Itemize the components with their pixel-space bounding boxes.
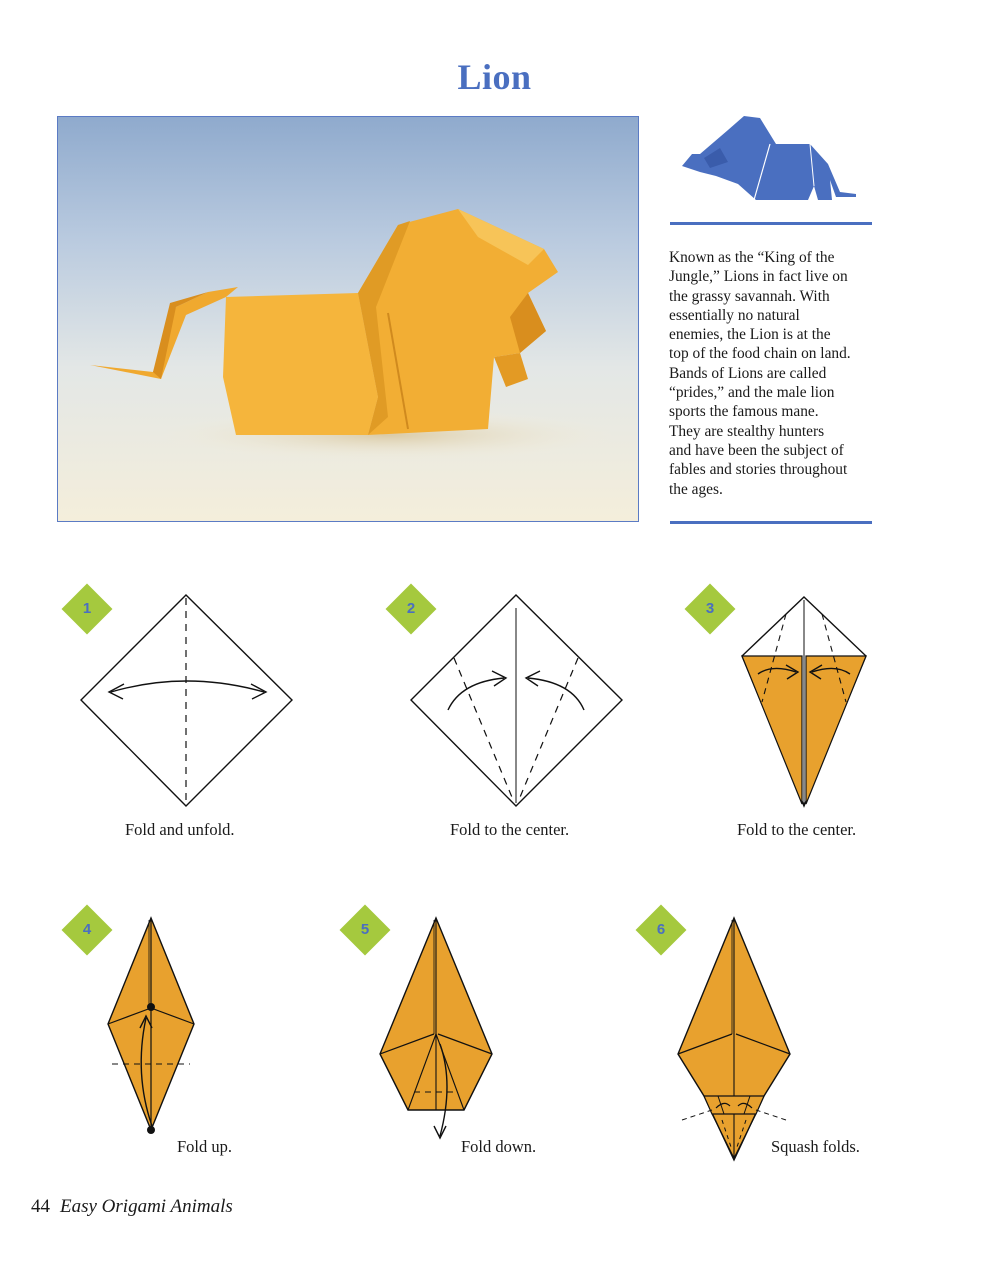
step-1-diagram	[76, 590, 298, 812]
step-3-caption: Fold to the center.	[737, 820, 857, 839]
lion-silhouette-icon	[680, 114, 860, 204]
step-3-diagram	[738, 592, 870, 814]
step-4-caption: Fold up.	[177, 1137, 233, 1156]
bottom-rule	[670, 521, 872, 524]
top-rule	[670, 222, 872, 225]
step-6-diagram	[672, 914, 796, 1164]
step-1-number: 1	[82, 600, 92, 617]
lion-photo	[57, 116, 639, 522]
page-footer	[31, 1196, 233, 1218]
step-3-number: 3	[705, 600, 715, 617]
step-1-caption: Fold and unfold.	[125, 820, 235, 839]
step-6-number: 6	[656, 921, 666, 938]
step-2-caption: Fold to the center.	[450, 820, 570, 839]
book-title: Easy Origami Animals	[60, 1196, 233, 1217]
step-5-caption: Fold down.	[461, 1137, 537, 1156]
step-6-caption: Squash folds.	[771, 1137, 860, 1156]
page-title: Lion	[457, 57, 532, 97]
step-2-number: 2	[406, 600, 416, 617]
step-5-diagram	[374, 914, 498, 1144]
step-2-diagram	[406, 590, 628, 812]
description-text: Known as the “King of the Jungle,” Lions in fact live on the grassy savannah. With essentially no natural enemies, the Lion is at the top of the food chain on land. Bands of Lions are called “prides,” and the male lion sports the famous mane. They are stealthy hunters and have been the subject of fables and stories throughout the ages.	[669, 249, 851, 498]
page-number: 44	[31, 1196, 50, 1217]
step-5-number: 5	[360, 921, 370, 938]
step-4-diagram	[104, 914, 198, 1136]
step-4-number: 4	[82, 921, 92, 938]
